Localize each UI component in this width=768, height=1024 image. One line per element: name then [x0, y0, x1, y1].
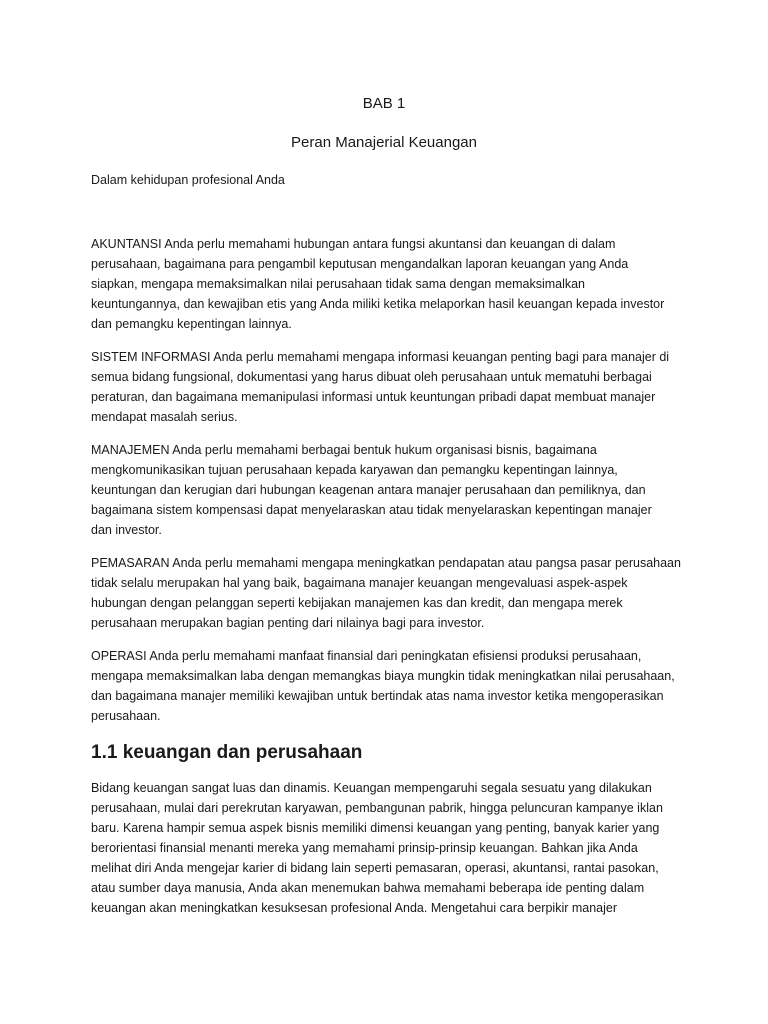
text-line: SISTEM INFORMASI Anda perlu memahami mengapa informasi keuangan penting bagi para manajer di [91, 350, 670, 364]
text-line: hubungan dengan pelanggan seperti kebijakan manajemen kas dan kredit, dan mengapa merek [91, 596, 623, 610]
paragraph-akuntansi [91, 234, 691, 334]
text-line: AKUNTANSI Anda perlu memahami hubungan antara fungsi akuntansi dan keuangan di dalam [91, 237, 616, 251]
text-line: mengkomunikasikan tujuan perusahaan kepada karyawan dan pemangku kepentingan lainnya, [91, 463, 618, 477]
text-line: keuntungannya, dan kewajiban etis yang Anda miliki ketika melaporkan hasil keuangan kepada investor [91, 297, 665, 311]
text-line: berorientasi finansial menanti mereka yang memahami prinsip-prinsip keuangan. Bahkan jika Anda [91, 841, 638, 855]
text-line: perusahaan merupakan bagian penting dari nilainya bagi para investor. [91, 616, 485, 630]
text-line: OPERASI Anda perlu memahami manfaat finansial dari peningkatan efisiensi produksi perusahaan, [91, 649, 642, 663]
text-line: keuangan akan meningkatkan kesuksesan profesional Anda. Mengetahui cara berpikir manajer [91, 901, 618, 915]
text-line: MANAJEMEN Anda perlu memahami berbagai bentuk hukum organisasi bisnis, bagaimana [91, 443, 597, 457]
text-line: melihat diri Anda mengejar karier di bidang lain seperti pemasaran, operasi, akuntansi, rantai pasokan, [91, 861, 659, 875]
text-line: peraturan, dan bagaimana memanipulasi informasi untuk keuntungan pribadi dapat membuat manajer [91, 390, 656, 404]
text-line: perusahaan. [91, 709, 161, 723]
paragraph-pemasaran [91, 553, 691, 633]
section-heading: 1.1 keuangan dan perusahaan [91, 742, 363, 763]
text-line: siapkan, mengapa memaksimalkan nilai perusahaan tidak sama dengan memaksimalkan [91, 277, 586, 291]
paragraph-operasi [91, 646, 691, 726]
text-line: keuntungan dan kerugian dari hubungan keagenan antara manajer perusahaan dan pemiliknya, dan [91, 483, 646, 497]
text-line: dan investor. [91, 523, 162, 537]
text-line: perusahaan, bagaimana para pengambil keputusan mengandalkan laporan keuangan yang Anda [91, 257, 629, 271]
text-line: baru. Karena hampir semua aspek bisnis memiliki dimensi keuangan yang penting, banyak karier yang [91, 821, 660, 835]
text-line: atau sumber daya manusia, Anda akan menemukan bahwa memahami beberapa ide penting dalam [91, 881, 645, 895]
text-line: mendapat masalah serius. [91, 410, 238, 424]
chapter-title: Peran Manajerial Keuangan [291, 134, 477, 151]
text-line: bagaimana sistem kompensasi dapat menyelaraskan atau tidak menyelaraskan kepentingan manajer [91, 503, 652, 517]
text-line: perusahaan, mulai dari perekrutan karyawan, pembangunan pabrik, hingga peluncuran kampanye iklan [91, 801, 663, 815]
paragraph-sistem-informasi [91, 347, 691, 427]
paragraph-manajemen [91, 440, 691, 540]
text-line: PEMASARAN Anda perlu memahami mengapa meningkatkan pendapatan atau pangsa pasar perusahaan [91, 556, 681, 570]
section-paragraph [91, 778, 691, 918]
text-line: dan bagaimana manajer memiliki kewajiban untuk bertindak atas nama investor ketika mengoperasikan [91, 689, 664, 703]
intro-line: Dalam kehidupan profesional Anda [91, 173, 285, 187]
text-line: tidak selalu merupakan hal yang baik, bagaimana manajer keuangan mengevaluasi aspek-aspek [91, 576, 628, 590]
text-line: Bidang keuangan sangat luas dan dinamis. Keuangan mempengaruhi segala sesuatu yang dilakukan [91, 781, 652, 795]
text-line: mengapa memaksimalkan laba dengan memangkas biaya mungkin tidak meningkatkan nilai perusahaan, [91, 669, 675, 683]
chapter-label: BAB 1 [362, 95, 406, 112]
text-line: semua bidang fungsional, dokumentasi yang harus dibuat oleh perusahaan untuk mematuhi berbagai [91, 370, 652, 384]
text-line: dan pemangku kepentingan lainnya. [91, 317, 292, 331]
